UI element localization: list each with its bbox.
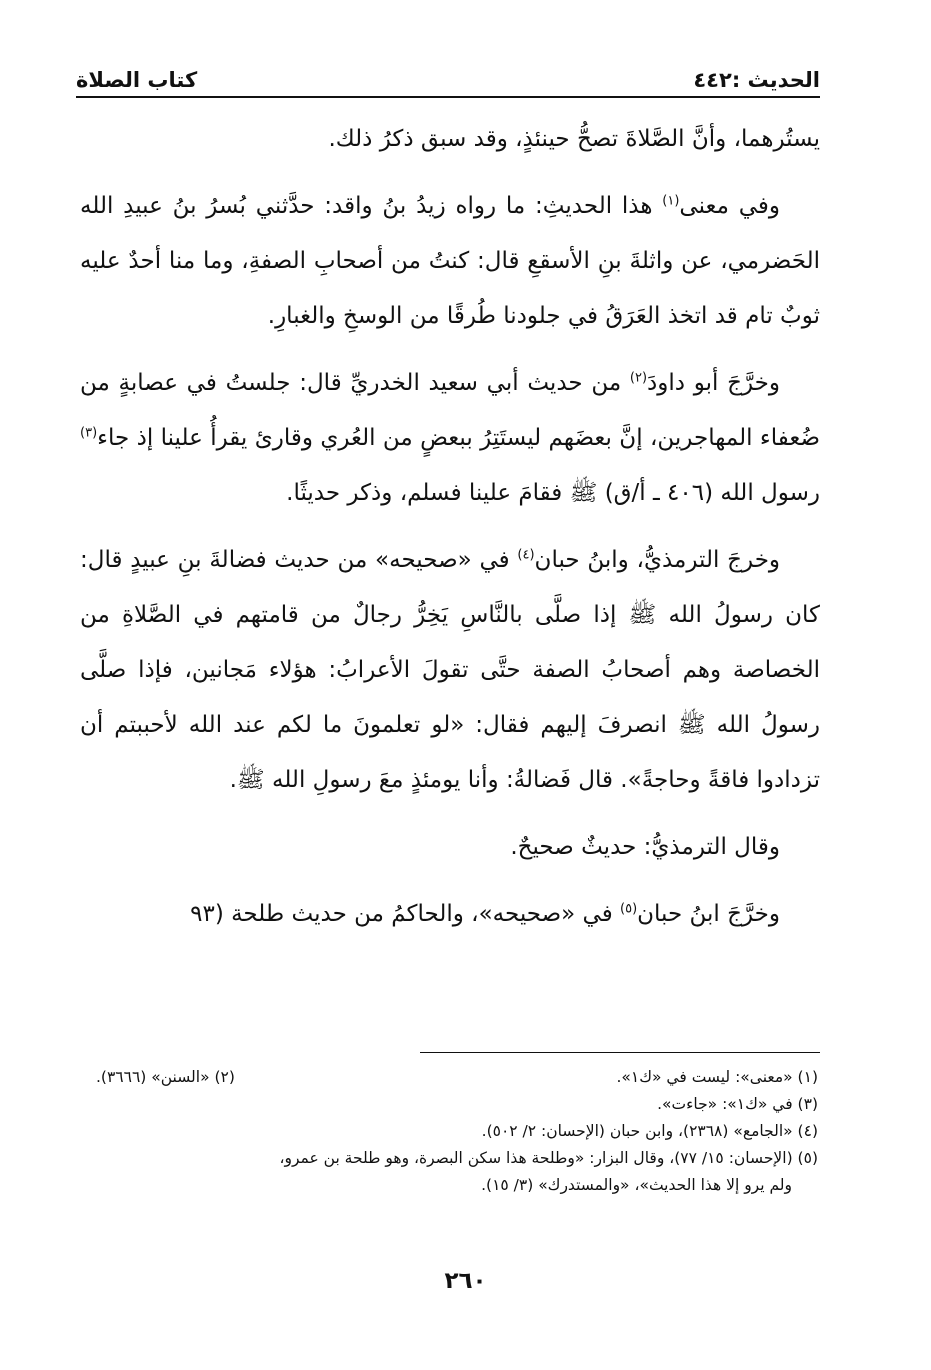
footnote-marker-4[interactable]: (٤) [517, 547, 535, 563]
paragraph-1 [80, 112, 820, 167]
footnotes [96, 1064, 818, 1199]
paragraph-text: وخرَّجَ أبو داودَ [647, 370, 781, 396]
footnote-1: (١) «معنى»: ليست في «ك١». [616, 1068, 818, 1086]
paragraph-text: رسول الله (٤٠٦ ـ أ/ق) ﷺ فقامَ علينا فسلم، وذكر حديثًا. [286, 480, 820, 506]
footnote-4: (٤) «الجامع» (٢٣٦٨)، وابن حبان (الإحسان: ٢/ ٥٠٢). [481, 1122, 818, 1140]
paragraph-text: وقال الترمذيُّ: حديثٌ صحيحٌ. [510, 834, 780, 860]
paragraph-3 [80, 356, 820, 521]
paragraph-text: وخرجَ الترمذيُّ، وابنُ حبان [534, 547, 781, 573]
paragraph-text: وفي معنى [679, 193, 781, 219]
paragraph-5 [80, 820, 820, 875]
footnote-marker-3[interactable]: (٣) [80, 425, 98, 441]
paragraph-2 [80, 179, 820, 344]
paragraph-text: هذا الحديثِ: ما رواه زيدُ بنُ واقد: حدَّثني بُسرُ بنُ عبيدِ الله الحَضرمي، عن واثلةَ بنِ الأسقعِ قال: كنتُ من أصحابِ الصفةِ، وما منا أحدٌ عليه ثوبٌ تام قد اتخذ العَرَقُ في جلودنا طُرقًا من الوسخِ والغبارِ. [80, 193, 820, 329]
footnote-5: (٥) (الإحسان: ١٥/ ٧٧)، وقال البزار: «وطلحة هذا سكن البصرة، وهو طلحة بن عمرو، [279, 1149, 818, 1167]
footnote-marker-5[interactable]: (٥) [620, 901, 638, 917]
footnote-divider [420, 1052, 820, 1053]
footnote-3: (٣) في «ك١»: «جاءت». [657, 1095, 818, 1113]
header-divider [76, 96, 820, 98]
book-title-heading: كتاب الصلاة [76, 68, 198, 92]
running-header [76, 52, 820, 92]
paragraph-text: من حديث أبي سعيد الخدريِّ قال: جلستُ في عصابةٍ من ضُعفاء المهاجرين، إنَّ بعضَهم ليستَتِرُ ببعضٍ من العُري وقارئ يقرأُ علينا إذ جاء [80, 370, 820, 451]
footnote-marker-2[interactable]: (٢) [629, 370, 648, 386]
footnote-row [96, 1064, 818, 1091]
paragraph-text: في «صحيحه» من حديث فضالةَ بنِ عبيدٍ قال: كان رسولُ الله ﷺ إذا صلَّى بالنَّاسِ يَخِرُّ رجالٌ من قامتهم في الصَّلاةِ من الخصاصة وهم أصحابُ الصفة حتَّى تقولَ الأعرابُ: هؤلاء مَجانين، فإذا صلَّى رسولُ الله ﷺ انصرفَ إليهم فقال: «لو تعلمونَ ما لكم عند الله لأحببتم أن تزدادوا فاقةً وحاجةً». قال فَضالةُ: وأنا يومئذٍ معَ رسولِ الله ﷺ. [80, 547, 820, 793]
paragraph-text: يستُرهما، وأنَّ الصَّلاةَ تصحُّ حينئذٍ، وقد سبق ذكرُ ذلك. [328, 126, 820, 152]
hadith-number-heading: الحديث :٤٤٢ [693, 68, 820, 92]
paragraph-text: وخرَّجَ ابنُ حبان [637, 901, 780, 927]
paragraph-text: في «صحيحه»، والحاكمُ من حديث طلحة (٩٣ [190, 901, 613, 927]
footnote-2: (٢) «السنن» (٣٦٦٦). [96, 1068, 235, 1086]
paragraph-4 [80, 533, 820, 808]
footnote-marker-1[interactable]: (١) [662, 193, 680, 209]
main-text [80, 112, 820, 954]
page-number: ٢٦٠ [444, 1268, 487, 1294]
paragraph-6 [80, 887, 820, 942]
footnote-5-continuation: ولم يرو إلا هذا الحديث»، «والمستدرك» (٣/ ١٥). [481, 1176, 792, 1194]
